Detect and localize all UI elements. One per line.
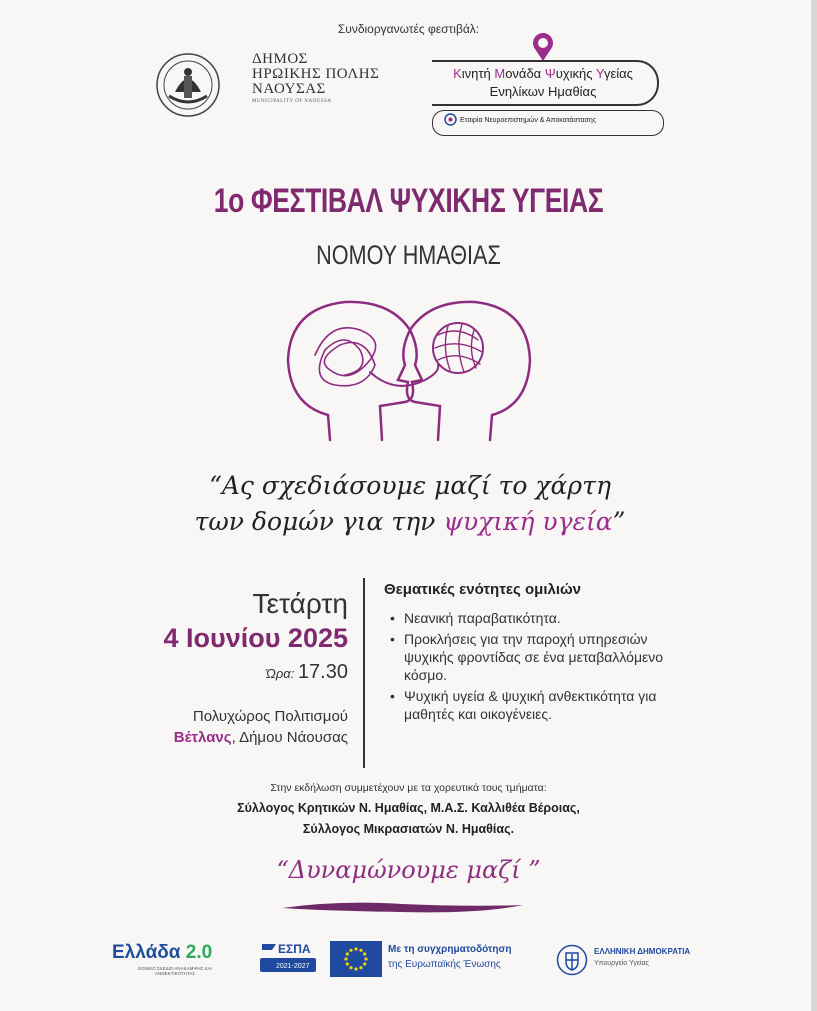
espa-years: 2021-2027 [276,963,310,970]
brush-stroke-underline [280,898,525,916]
slogan: “Δυναμώνουμε μαζί ” [276,856,541,884]
ellada-2-0-logo: Ελλάδα 2.0 [112,942,213,963]
venue-line2: Βέτλανς, Δήμου Νάουσας [173,729,348,746]
society-logo-icon [444,113,457,126]
municipality-line1: ΔΗΜΟΣ [252,51,308,67]
event-date: 4 Ιουνίου 2025 [163,623,348,653]
municipality-line2: ΗΡΩΙΚΗΣ ΠΟΛΗΣ [252,66,380,82]
vertical-divider [363,578,365,768]
hellenic-republic-seal-icon [556,944,588,976]
event-time: Ώρα: 17.30 [265,661,348,683]
eu-flag-logo [330,941,382,977]
list-item: • Ψυχική υγεία & ψυχική ανθεκτικότητα για μαθητές και οικογένειες. [386,687,676,723]
municipality-line3: ΝΑΟΥΣΑΣ [252,81,326,97]
event-day: Τετάρτη [252,588,348,619]
municipality-subtitle: MUNICIPALITY OF NAOUSSA [252,99,332,104]
mobile-unit-title: Κινητή Μονάδα Ψυχικής Υγείας [453,66,633,81]
eu-cofunding-line2: της Ευρωπαϊκής Ένωσης [388,959,501,970]
mobile-unit-title-line2: Ενηλίκων Ημαθίας [489,84,597,99]
co-organizers-label: Συνδιοργανωτές φεστιβάλ: [337,22,480,36]
eu-stars-icon [330,941,382,977]
topics-heading: Θεματικές ενότητες ομιλιών [384,581,582,598]
municipality-logo [252,52,402,104]
ellada-2-0-subtitle: ΕΘΝΙΚΟ ΣΧΕΔΙΟ ΑΝΑΚΑΜΨΗΣ ΚΑΙ ΑΝΘΕΚΤΙΚΟΤΗΤΑΣ [138,966,212,976]
two-heads-illustration [270,290,550,450]
espa-logo [256,940,318,978]
list-item: • Νεανική παραβατικότητα. [386,609,676,627]
espa-label: ΕΣΠΑ [278,942,311,956]
society-name: Εταιρία Νευροεπιστημών & Αποκατάστασης [460,117,597,124]
venue-line1: Πολυχώρος Πολιτισμού [192,708,348,725]
participants-line2: Σύλλογος Μικρασιατών Ν. Ημαθίας. [302,822,515,836]
festival-subtitle: ΝΟΜΟΥ ΗΜΑΘΙΑΣ [316,240,501,270]
brain-pin-icon [530,32,556,62]
participants-line1: Σύλλογος Κρητικών Ν. Ημαθίας, Μ.Α.Σ. Καλλιθέα Βέροιας, [237,801,580,815]
topics-list [386,609,676,726]
festival-title: 1ο ΦΕΣΤΙΒΑΛ ΨΥΧΙΚΗΣ ΥΓΕΙΑΣ [213,182,604,220]
list-item: • Προκλήσεις για την παροχή υπηρεσιών ψυχικής φροντίδας σε ένα μεταβαλλόμενο κόσμο. [386,630,676,684]
metropolis-seal-logo [155,52,221,118]
ministry-of-health-label: Υπουργείο Υγείας [594,960,649,967]
eu-cofunding-line1: Με τη συγχρηματοδότηση [388,944,512,955]
participants-intro: Στην εκδήλωση συμμετέχουν με τα χορευτικά τους τμήματα: [270,782,547,794]
quote-text: “Ας σχεδιάσουμε μαζί το χάρτη των δομών για την ψυχική υγεία” [194,471,626,536]
hellenic-republic-label: ΕΛΛΗΝΙΚΗ ΔΗΜΟΚΡΑΤΙΑ [594,947,691,956]
